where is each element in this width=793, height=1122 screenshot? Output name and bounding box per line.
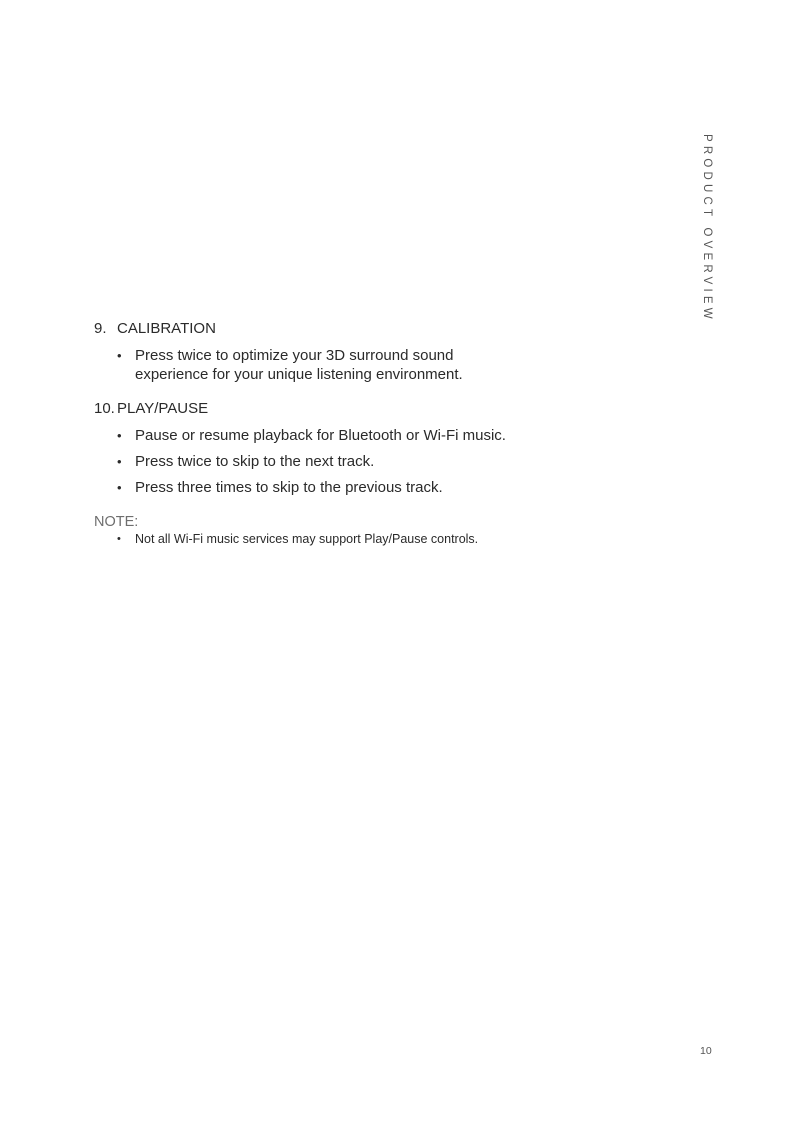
section-heading bbox=[94, 400, 506, 418]
section-heading bbox=[94, 320, 463, 338]
section-calibration bbox=[94, 320, 463, 384]
section-title: PLAY/PAUSE bbox=[117, 400, 209, 417]
section-number: 10. bbox=[94, 400, 115, 417]
page-number: 10 bbox=[700, 1045, 712, 1057]
list-item-text: Press three times to skip to the previous track. bbox=[135, 479, 443, 496]
list-item-text: Press twice to skip to the next track. bbox=[135, 453, 375, 470]
section-play-pause bbox=[94, 400, 506, 497]
bullet-list bbox=[94, 426, 506, 497]
note-item bbox=[94, 531, 478, 547]
list-item-text: Pause or resume playback for Bluetooth or Wi-Fi music. bbox=[135, 427, 506, 444]
bullet-icon: • bbox=[117, 348, 122, 363]
list-item-text: experience for your unique listening environment. bbox=[135, 366, 463, 383]
bullet-icon: • bbox=[117, 533, 121, 545]
list-item-text: Press twice to optimize your 3D surround sound bbox=[135, 347, 454, 364]
section-title: CALIBRATION bbox=[117, 320, 216, 337]
note-label: NOTE: bbox=[94, 514, 139, 530]
list-item bbox=[94, 478, 506, 497]
side-section-label: PRODUCT OVERVIEW bbox=[701, 134, 713, 323]
list-item-continuation bbox=[94, 365, 463, 384]
bullet-list bbox=[94, 346, 463, 384]
bullet-icon: • bbox=[117, 428, 122, 443]
bullet-icon: • bbox=[117, 454, 122, 469]
list-item bbox=[94, 452, 506, 471]
list-item bbox=[94, 346, 463, 365]
note-list bbox=[94, 531, 478, 547]
bullet-icon: • bbox=[117, 480, 122, 495]
note-block bbox=[94, 513, 478, 547]
section-number: 9. bbox=[94, 320, 107, 337]
note-item-text: Not all Wi-Fi music services may support Play/Pause controls. bbox=[135, 532, 479, 546]
list-item bbox=[94, 426, 506, 445]
